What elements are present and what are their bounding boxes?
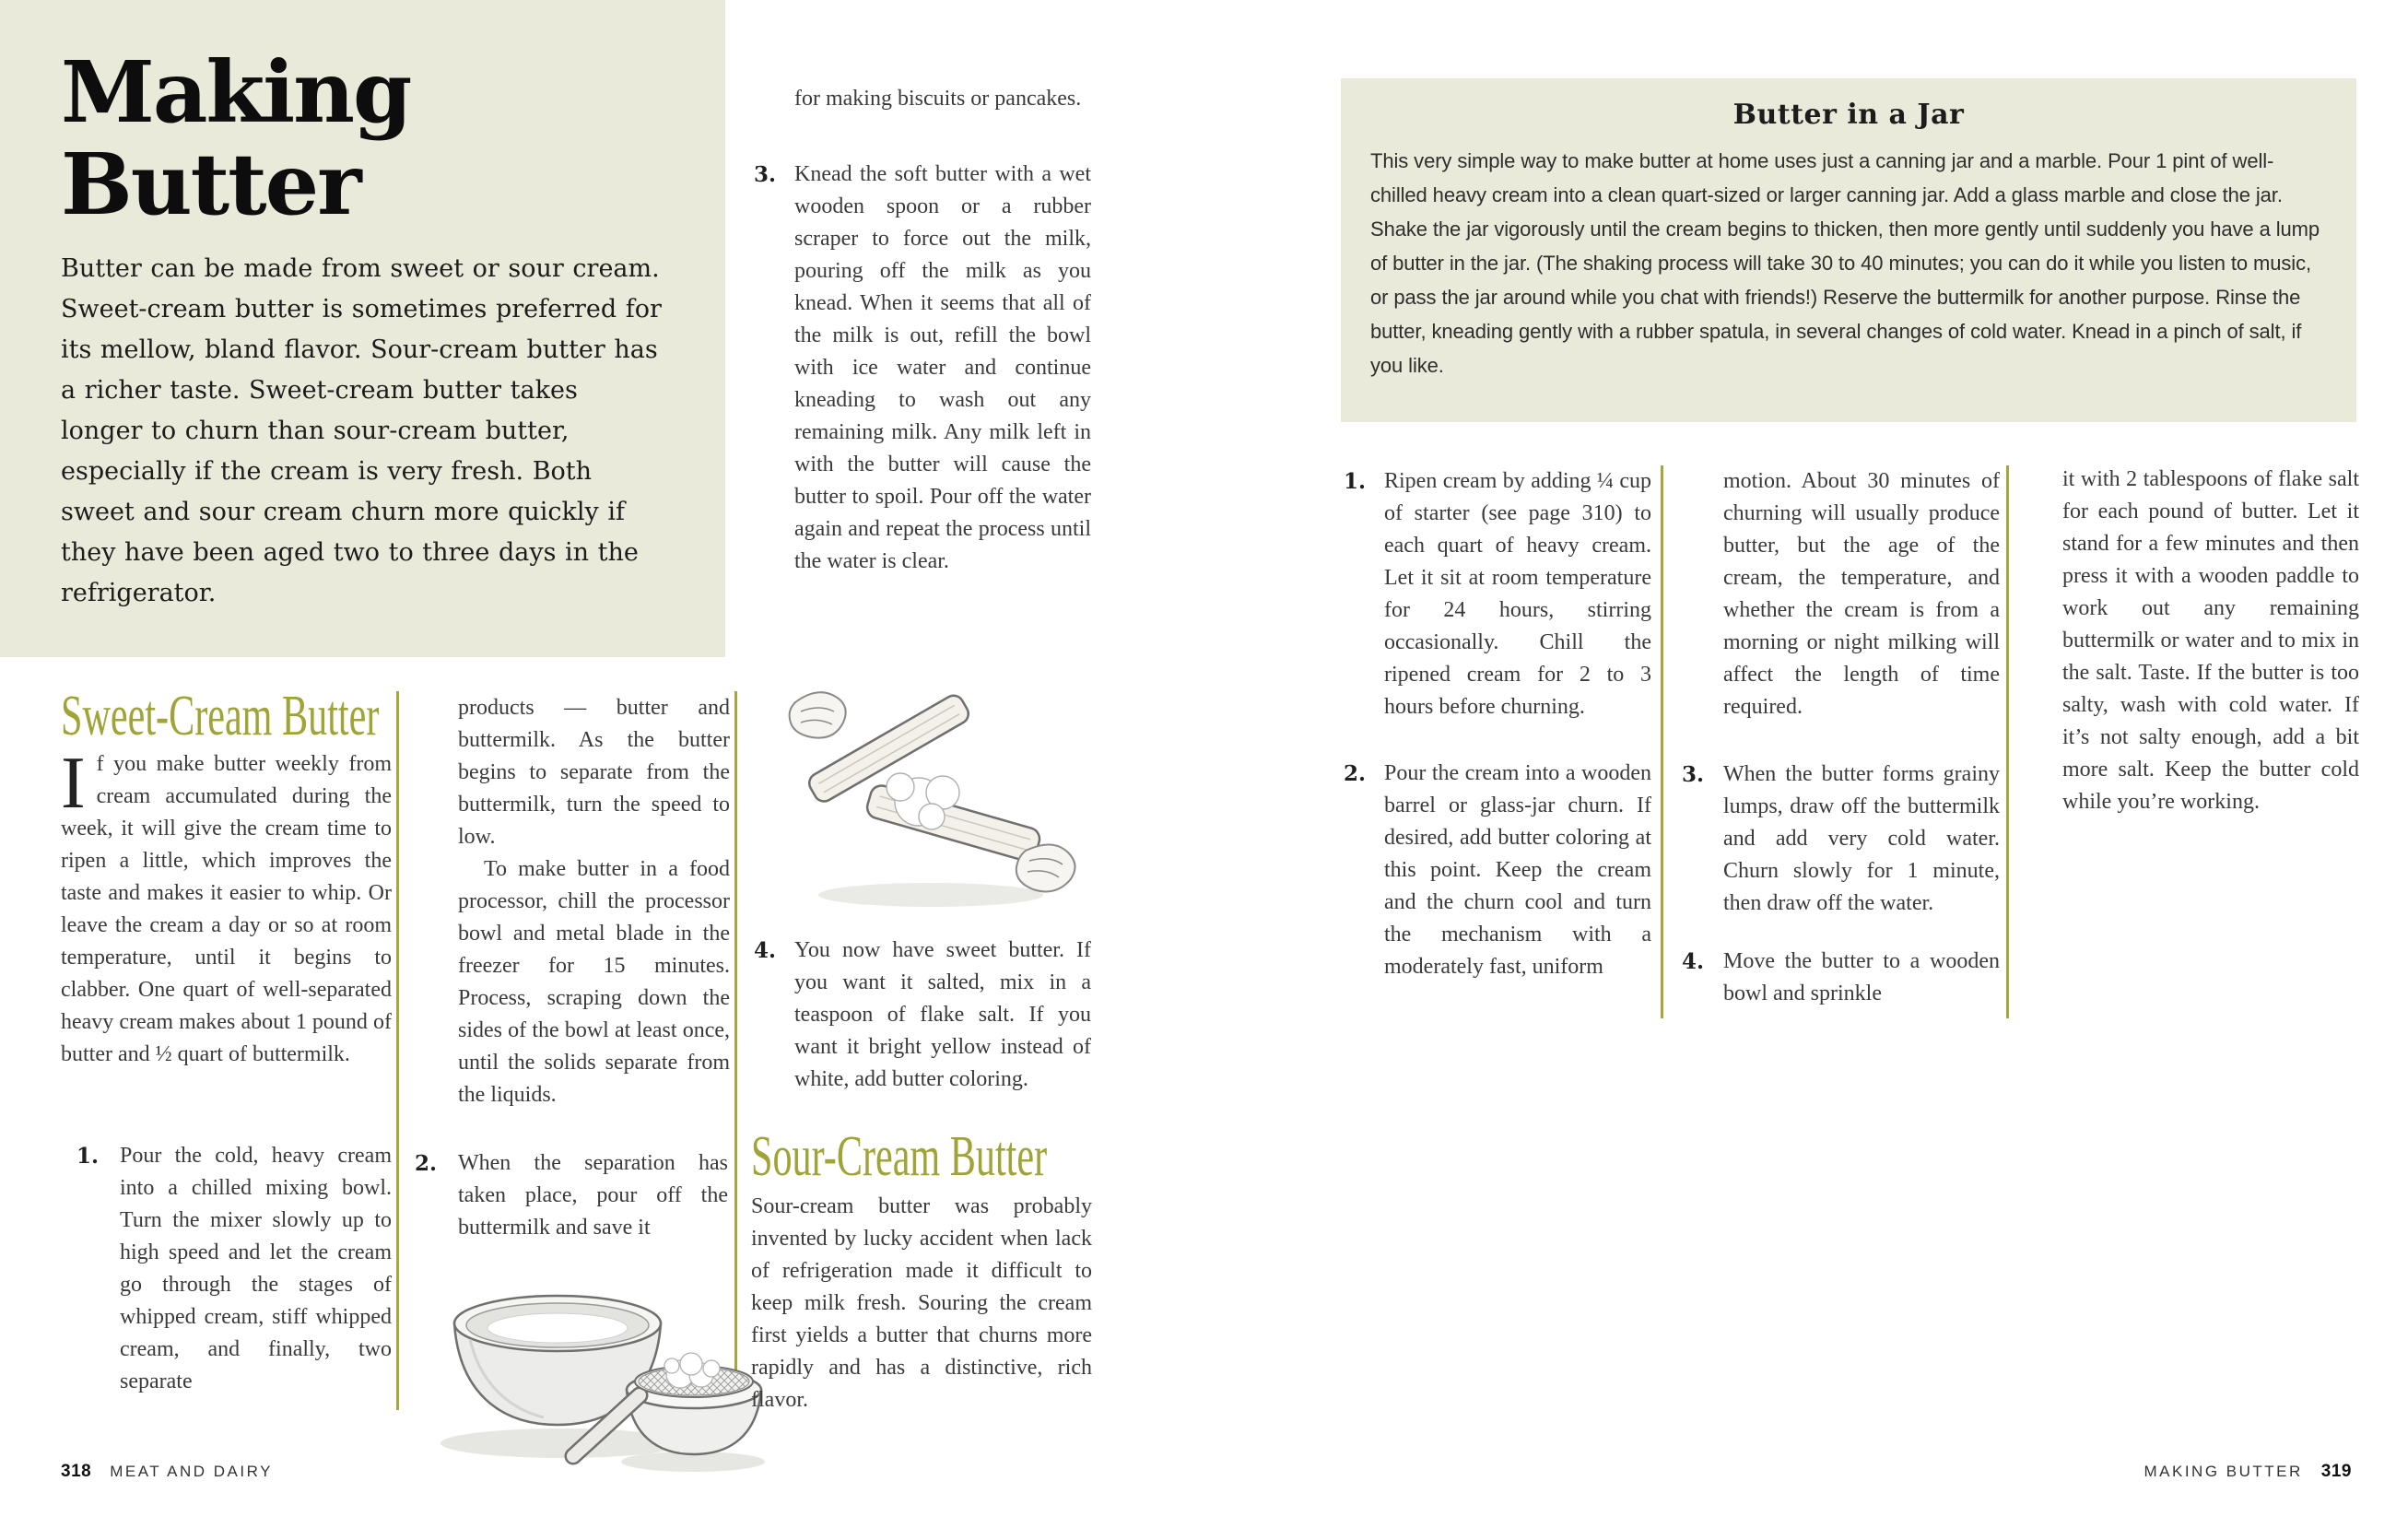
- hands-with-butter-paddles-illustration: [779, 671, 1083, 929]
- step-sweet-3: [754, 159, 1091, 578]
- butter-in-a-jar-box: [1341, 78, 2356, 422]
- step-sour-4: [1682, 946, 2000, 1010]
- step-text: Pour the cream into a wooden barrel or glass-jar churn. If desired, add butter coloring at this point. Keep the cream and the churn cool and turn the mechanism with a moderately fast, uniform: [1384, 761, 1651, 979]
- step-sour-1: [1344, 465, 1651, 723]
- step-sweet-4: [754, 935, 1091, 1096]
- step-sour-2: [1344, 758, 1651, 983]
- footer-left: [61, 1462, 273, 1482]
- step-number: 4.: [754, 938, 777, 963]
- column-rule: [1661, 465, 1663, 1018]
- step-text: When the separation has taken place, pour off the buttermilk and save it: [458, 1151, 728, 1240]
- sour-cream-paragraph: Sour-cream butter was probably invented by lucky accident when lack of refrigeration made it difficult to keep milk fresh. Souring the cream first yields a butter that churns more rapidly and has a distinctive, rich flavor.: [751, 1194, 1092, 1412]
- step-text: Knead the soft butter with a wet wooden spoon or a rubber scraper to force out the milk, pouring off the milk as you knead. When it seems that all of the milk is out, refill the bowl with ice water and continue kneading to wash out any remaining milk. Any milk left in with the butter will cause the butter to spoil. Pour off the water again and repeat the process until the water is clear.: [794, 162, 1091, 573]
- running-head-right: MAKING BUTTER: [2143, 1463, 2303, 1480]
- step2-continuation-right: motion. About 30 minutes of churning will usually produce butter, but the age of the cream, the temperature, and whether the cream is from a morning or night milking will affect the length of time required.: [1723, 469, 2000, 719]
- step-number: 2.: [1344, 761, 1367, 786]
- sweet-cream-intro-text: f you make butter weekly from cream accumulated during the week, it will give the cream time to ripen a little, which improves the taste and makes it easier to whip. Or leave the cream a day or so at room temperature, until it begins to clabber. One quart of well-separated heavy cream makes about 1 pound of butter and ½ quart of buttermilk.: [61, 752, 392, 1066]
- drop-cap: I: [61, 743, 86, 824]
- section-heading-sour-cream: Sour-Cream Butter: [751, 1125, 1048, 1188]
- food-processor-paragraph: To make butter in a food processor, chill the processor bowl and metal blade in the freezer for 15 minutes. Process, scraping down the sides of the bowl at least once, until the solids separate from the liquids.: [458, 857, 730, 1107]
- column-rule: [2006, 465, 2009, 1018]
- step-text: Pour the cold, heavy cream into a chilled mixing bowl. Turn the mixer slowly up to high speed and let the cream go through the stages of whipped cream, stiff whipped cream, and finally, two separate: [120, 1144, 392, 1393]
- page-title-line2: Butter: [61, 135, 360, 234]
- step-text: Ripen cream by adding ¼ cup of starter (see page 310) to each quart of heavy cream. Let it sit at room temperature for 24 hours, stirring occasionally. Chill the ripened cream for 2 to 3 hours before churning.: [1384, 469, 1651, 719]
- page-number-left: 318: [61, 1462, 92, 1481]
- step-text: When the butter forms grainy lumps, draw off the buttermilk and add very cold water. Churn slowly for 1 minute, then draw off the water.: [1723, 762, 2000, 915]
- step-sweet-1: [76, 1140, 392, 1398]
- section-heading-sweet-cream: Sweet-Cream Butter: [61, 685, 380, 747]
- continuation-paragraph: products — butter and buttermilk. As the butter begins to separate from the buttermilk, turn the speed to low.: [458, 696, 730, 849]
- column-rule: [396, 691, 399, 1410]
- step2-continuation: for making biscuits or pancakes.: [794, 87, 1082, 111]
- page-title: [61, 42, 411, 234]
- footer-right: [2144, 1462, 2353, 1482]
- running-head-left: MEAT AND DAIRY: [110, 1463, 273, 1480]
- step4-continuation-right: it with 2 tablespoons of flake salt for each pound of butter. Let it stand for a few minutes and then press it with a wooden paddle to work out any remaining buttermilk or water and to mix in the salt. Taste. If the butter is too salty, wash with cold water. If it’s not salty enough, add a bit more salt. Keep the butter cold while you’re working.: [2062, 467, 2359, 814]
- box-heading: Butter in a Jar: [1732, 99, 1965, 131]
- step-number: 2.: [415, 1151, 438, 1176]
- step-number: 4.: [1682, 949, 1705, 974]
- step-number: 1.: [76, 1144, 100, 1169]
- box-body: This very simple way to make butter at home uses just a canning jar and a marble. Pour 1 pint of well-chilled heavy cream into a clean quart-sized or larger canning jar. Add a glass marble and close the jar. Shake the jar vigorously until the cream begins to thicken, then more gently until suddenly you have a lump of butter in the jar. (The shaking process will take 30 to 40 minutes; you can do it while you listen to music, or pass the jar around while you chat with friends!) Reserve the buttermilk for another purpose. Rinse the butter, kneading gently with a rubber spatula, in several changes of cold water. Knead in a pinch of salt, if you like.: [1370, 149, 2320, 377]
- step-number: 3.: [754, 162, 777, 187]
- sweet-cream-intro: [61, 743, 392, 1071]
- step-sweet-2: [415, 1147, 728, 1244]
- step-number: 1.: [1344, 469, 1367, 494]
- sweet-cream-column2: [458, 692, 730, 1111]
- bowl-and-strainer-illustration: [433, 1252, 769, 1482]
- step-text: You now have sweet butter. If you want it salted, mix in a teaspoon of flake salt. If you want it bright yellow instead of white, add butter coloring.: [794, 938, 1091, 1091]
- step-number: 3.: [1682, 762, 1705, 787]
- step-text: Move the butter to a wooden bowl and sprinkle: [1723, 949, 2000, 1005]
- step-sour-3: [1682, 758, 2000, 920]
- page-number-right: 319: [2320, 1462, 2352, 1481]
- intro-paragraph: Butter can be made from sweet or sour cream. Sweet-cream butter is sometimes preferred for its mellow, bland flavor. Sour-cream butter has a richer taste. Sweet-cream butter takes longer to churn than sour-cream butter, especially if the cream is very fresh. Both sweet and sour cream churn more quickly if they have been aged two to three days in the refrigerator.: [61, 254, 662, 607]
- page-title-line1: Making: [61, 42, 411, 142]
